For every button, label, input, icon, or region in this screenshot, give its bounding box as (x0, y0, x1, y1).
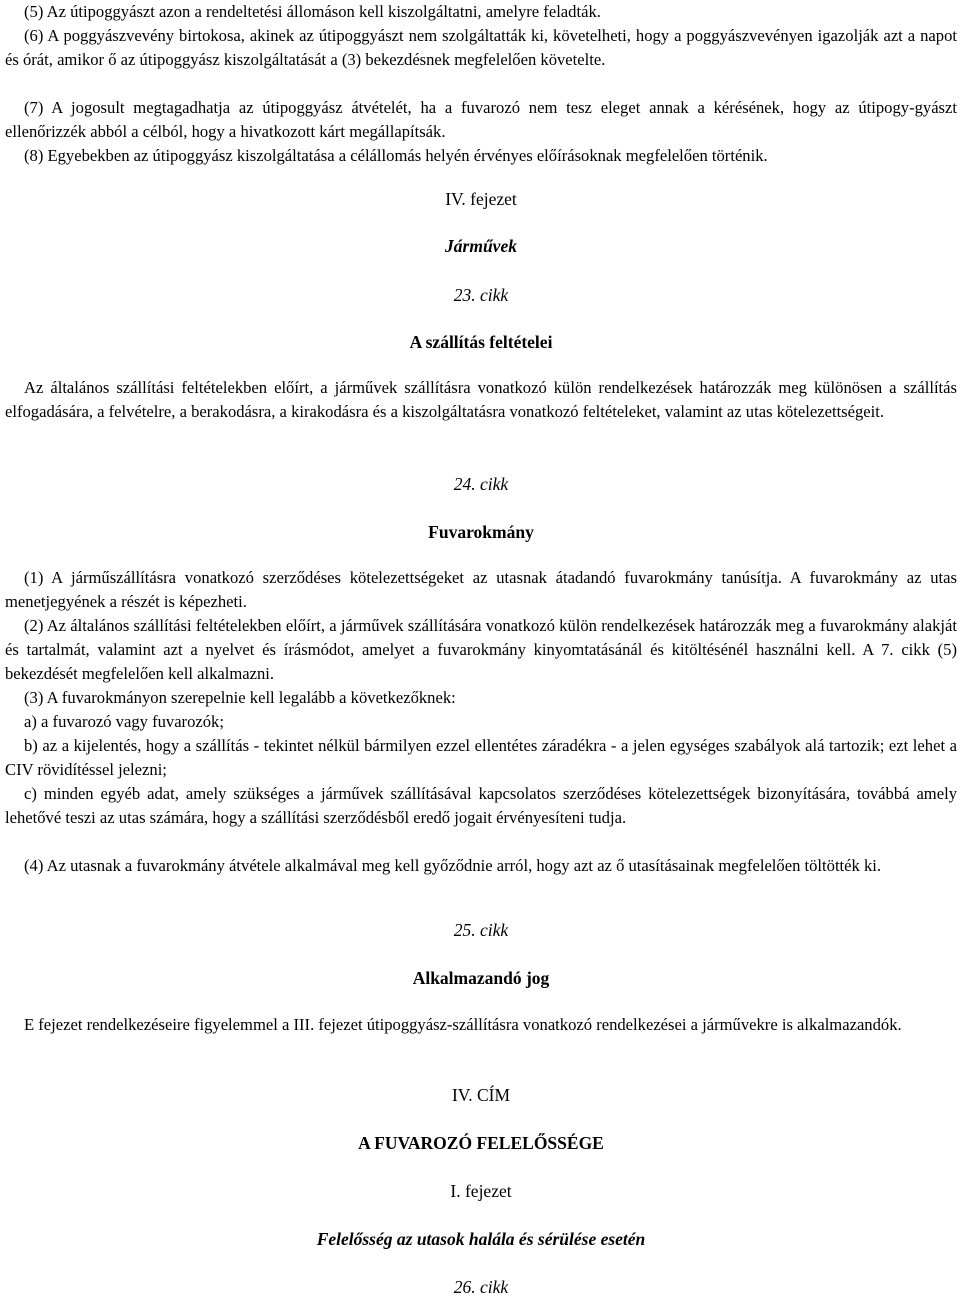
article-24-paragraph-1: (1) A járműszállításra vonatkozó szerződéses kötelezettségeket az utasnak átadandó fuvarokmány tanúsítja. A fuvarokmány az utas menetjegyének a részét is képezheti. (5, 568, 957, 611)
article-24-item-b: b) az a kijelentés, hogy a szállítás - tekintet nélkül bármilyen ezzel ellentétes záradékra - a jelen egységes szabályok alá tartozik; ezt lehet a CIV rövidítéssel jelezni; (5, 736, 957, 779)
article-24-title: Fuvarokmány (428, 522, 534, 542)
article-24-item-c: c) minden egyéb adat, amely szükséges a járművek szállításával kapcsolatos szerződéses kötelezettségek bizonyítására, továbbá amely lehetővé teszi az utas számára, hogy a szállítási szerződésből eredő jogait érvényesíteni tudja. (5, 784, 957, 827)
article-24-number: 24. cikk (453, 474, 509, 494)
article-24-paragraph-2: (2) Az általános szállítási feltételekben előírt, a járművek szállítására vonatkozó külön rendelkezések határozzák meg a fuvarokmány alakját és tartalmát, valamint azt a nyelvet és írásmódot, amelyet a fuvarokmány kinyomtatásánál és kitöltésénél használni kell. A 7. cikk (5) bekezdését megfelelően kell alkalmazni. (5, 616, 957, 683)
chapter-1-heading: I. fejezet (450, 1181, 512, 1201)
article-25-text: E fejezet rendelkezéseire figyelemmel a III. fejezet útipoggyász-szállításra vonatkozó rendelkezései a járművekre is alkalmazandók. (24, 1015, 902, 1034)
chapter-title: Járművek (445, 236, 517, 256)
title-heading: IV. CÍM (451, 1085, 511, 1105)
article-24-item-a: a) a fuvarozó vagy fuvarozók; (24, 712, 224, 731)
paragraph-6-5: (5) Az útipoggyászt azon a rendeltetési állomáson kell kiszolgáltatni, amelyre feladták. (24, 2, 601, 21)
article-25-number: 25. cikk (453, 920, 509, 940)
chapter-heading: IV. fejezet (445, 189, 517, 209)
paragraph-6-8: (8) Egyebekben az útipoggyász kiszolgáltatása a célállomás helyén érvényes előírásoknak megfelelően történik. (24, 146, 768, 165)
article-26-number: 26. cikk (453, 1277, 509, 1297)
chapter-1-title: Felelősség az utasok halála és sérülése esetén (316, 1229, 646, 1249)
title-name: A FUVAROZÓ FELELŐSSÉGE (358, 1133, 604, 1153)
paragraph-6-7: (7) A jogosult megtagadhatja az útipoggyász átvételét, ha a fuvarozó nem tesz eleget annak a kérésének, hogy az útipogy-gyászt ellenőrizzék abból a célból, hogy a hivatkozott kárt megállapítsák. (5, 98, 957, 141)
article-24-paragraph-4: (4) Az utasnak a fuvarokmány átvétele alkalmával meg kell győződnie arról, hogy azt az ő utasításainak megfelelően töltötték ki. (24, 856, 882, 875)
article-24-paragraph-3: (3) A fuvarokmányon szerepelnie kell legalább a következőknek: (24, 688, 456, 707)
article-23-text: Az általános szállítási feltételekben előírt, a járművek szállításra vonatkozó külön rendelkezések határozzák meg különösen a szállítás elfogadására, a felvételre, a berakodásra, a kirakodásra és a kiszolgáltatásra vonatkozó feltételeket, valamint az utas kötelezettségeit. (5, 378, 957, 421)
article-23-title: A szállítás feltételei (409, 332, 553, 352)
paragraph-6-6: (6) A poggyászvevény birtokosa, akinek az útipoggyászt nem szolgáltatták ki, követelheti, hogy a poggyászvevényen igazolják azt a napot és órát, amikor ő az útipoggyász kiszolgáltatását a (3) bekezdésnek megfelelően követelte. (5, 26, 957, 69)
article-25-title: Alkalmazandó jog (412, 968, 550, 988)
article-23-number: 23. cikk (453, 285, 509, 305)
